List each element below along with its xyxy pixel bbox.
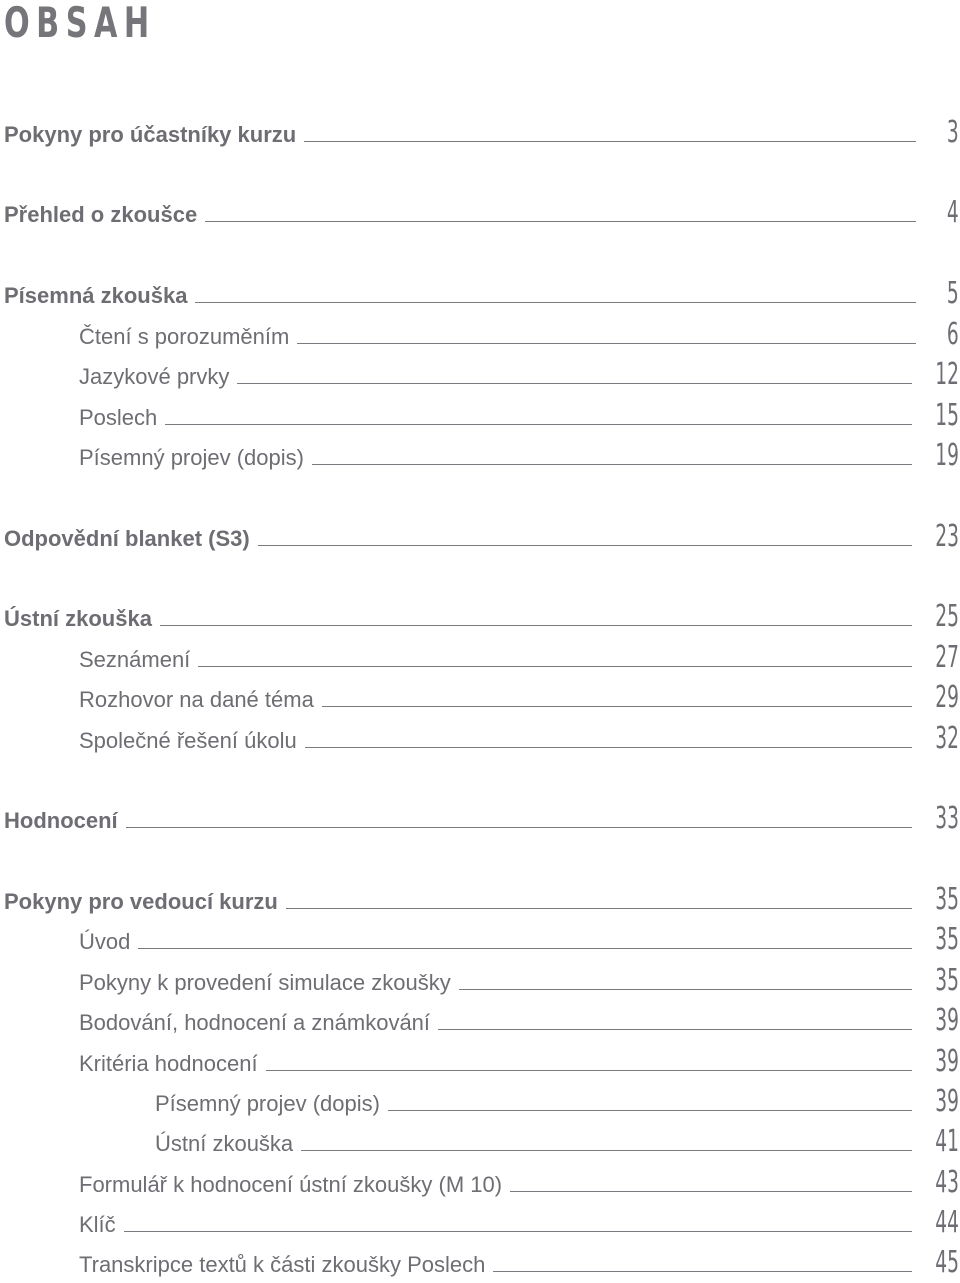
toc-entry-label: Ústní zkouška — [155, 1131, 294, 1156]
toc-entry-label: Úvod — [79, 929, 131, 954]
toc-leader-line — [266, 1070, 912, 1071]
toc-entry-label: Společné řešení úkolu — [79, 728, 297, 753]
toc-page-number: 32 — [935, 721, 959, 756]
toc-entry[interactable] — [0, 318, 960, 352]
toc-entry-label: Hodnocení — [4, 808, 118, 833]
toc-entry[interactable] — [0, 1125, 960, 1159]
toc-entry-label: Pokyny pro vedoucí kurzu — [4, 889, 278, 914]
toc-entry-label: Poslech — [79, 405, 158, 430]
toc-entry-label: Bodování, hodnocení a známkování — [79, 1010, 431, 1035]
toc-entry-label: Rozhovor na dané téma — [79, 687, 314, 712]
toc-leader-line — [459, 989, 912, 990]
toc-entry-label: Seznámení — [79, 647, 191, 672]
toc-page-number: 12 — [935, 357, 959, 392]
toc-entry[interactable] — [0, 277, 960, 311]
toc-leader-line — [312, 464, 912, 465]
toc-leader-line — [304, 141, 916, 142]
toc-entry-label: Kritéria hodnocení — [79, 1051, 258, 1076]
toc-leader-line — [301, 1150, 912, 1151]
toc-entry-label: Ústní zkouška — [4, 606, 152, 631]
toc-page-number: 19 — [935, 438, 959, 473]
toc-page-number: 15 — [935, 398, 959, 433]
toc-entry[interactable] — [0, 358, 960, 392]
toc-page-number: 5 — [946, 276, 959, 311]
toc-entry-label: Klíč — [79, 1212, 116, 1237]
toc-leader-line — [237, 383, 911, 384]
toc-page-number: 39 — [935, 1003, 959, 1038]
toc-page-number: 27 — [935, 640, 959, 675]
toc-entry[interactable] — [0, 681, 960, 715]
toc-leader-line — [493, 1271, 911, 1272]
toc-entry-label: Transkripce textů k části zkoušky Poslech — [79, 1252, 486, 1277]
toc-leader-line — [305, 747, 912, 748]
toc-leader-line — [126, 827, 912, 828]
toc-page-number: 3 — [946, 115, 959, 150]
toc-entry-label: Čtení s porozuměním — [79, 324, 290, 349]
toc-entry-label: Přehled o zkoušce — [4, 202, 198, 227]
toc-entry-label: Pokyny k provedení simulace zkoušky — [79, 970, 451, 995]
toc-page-number: 44 — [935, 1205, 959, 1240]
toc-leader-line — [322, 706, 912, 707]
toc-page-number: 39 — [935, 1084, 959, 1119]
toc-leader-line — [138, 948, 911, 949]
toc-page-number: 35 — [935, 963, 959, 998]
toc-leader-line — [198, 666, 912, 667]
toc-leader-line — [297, 343, 916, 344]
toc-entry[interactable] — [0, 923, 960, 957]
toc-entry[interactable] — [0, 520, 960, 554]
toc-entry-label: Písemný projev (dopis) — [79, 445, 304, 470]
toc-leader-line — [388, 1110, 912, 1111]
toc-page-number: 4 — [946, 195, 959, 230]
toc-entry[interactable] — [0, 641, 960, 675]
toc-entry[interactable] — [0, 802, 960, 836]
toc-page-number: 39 — [935, 1044, 959, 1079]
toc-leader-line — [205, 221, 916, 222]
toc-leader-line — [124, 1231, 912, 1232]
toc-entry[interactable] — [0, 1166, 960, 1200]
toc-entry[interactable] — [0, 964, 960, 998]
toc-entry-label: Odpovědní blanket (S3) — [4, 526, 250, 551]
toc-leader-line — [165, 424, 912, 425]
toc-entry-label: Formulář k hodnocení ústní zkoušky (M 10) — [79, 1172, 503, 1197]
toc-entry[interactable] — [0, 722, 960, 756]
toc-page-number: 25 — [935, 599, 959, 634]
toc-page-number: 43 — [935, 1165, 959, 1200]
toc-entry[interactable] — [0, 1246, 960, 1280]
toc-page-number: 29 — [935, 680, 959, 715]
toc-entry[interactable] — [0, 1004, 960, 1038]
toc-leader-line — [286, 908, 912, 909]
toc-page-number: 45 — [935, 1245, 959, 1280]
toc-leader-line — [510, 1191, 912, 1192]
toc-entry[interactable] — [0, 116, 960, 150]
toc-entry-label: Písemný projev (dopis) — [155, 1091, 380, 1116]
toc-entry-label: Jazykové prvky — [79, 364, 230, 389]
toc-entry[interactable] — [0, 883, 960, 917]
toc-page-number: 23 — [935, 519, 959, 554]
toc-leader-line — [195, 302, 916, 303]
toc-entry[interactable] — [0, 1085, 960, 1119]
toc-entry[interactable] — [0, 399, 960, 433]
toc-leader-line — [258, 545, 912, 546]
toc-page-number: 35 — [935, 922, 959, 957]
toc-entry-label: Písemná zkouška — [4, 283, 188, 308]
toc-entry[interactable] — [0, 196, 960, 230]
toc-leader-line — [160, 625, 912, 626]
toc-page-number: 6 — [946, 317, 959, 352]
toc-entry[interactable] — [0, 439, 960, 473]
toc-page-number: 35 — [935, 882, 959, 917]
toc-page-number: 33 — [935, 801, 959, 836]
toc-entry-label: Pokyny pro účastníky kurzu — [4, 122, 297, 147]
toc-entry[interactable] — [0, 600, 960, 634]
toc-entry[interactable] — [0, 1045, 960, 1079]
toc-entry[interactable] — [0, 1206, 960, 1240]
page-title: OBSAH — [4, 0, 156, 47]
toc-leader-line — [438, 1029, 912, 1030]
toc-page-number: 41 — [935, 1124, 959, 1159]
